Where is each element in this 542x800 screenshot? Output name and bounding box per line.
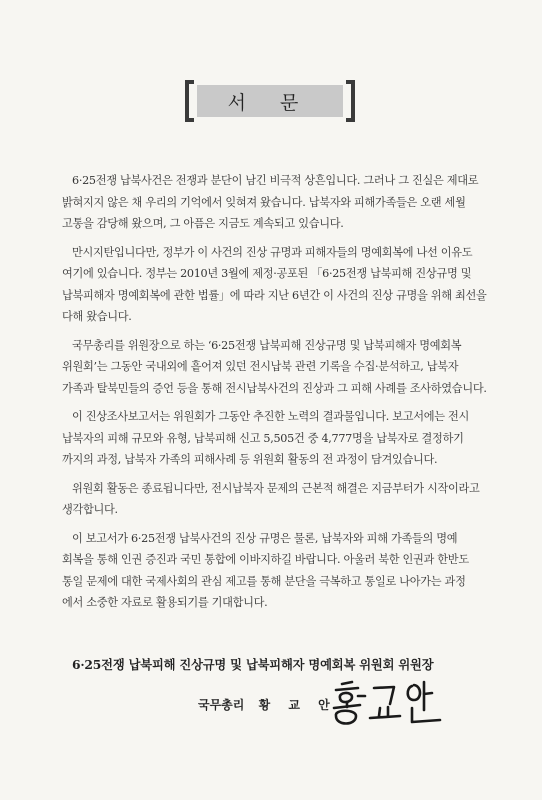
paragraph-line: 이 보고서가 6·25전쟁 납북사건의 진상 규명은 물론, 납북자와 피해 가족들의 명예 bbox=[72, 531, 458, 545]
right-bracket bbox=[346, 80, 355, 122]
signature-title: 국무총리 bbox=[198, 698, 245, 712]
paragraph bbox=[62, 242, 514, 328]
title-box bbox=[185, 80, 355, 122]
preface-body bbox=[62, 170, 514, 621]
paragraph-line: 만시지탄입니다만, 정부가 이 사건의 진상 규명과 피해자들의 명예회복에 나선 이유도 bbox=[72, 245, 473, 259]
paragraph-line: 위원회 활동은 종료됩니다만, 전시납북자 문제의 근본적 해결은 지금부터가 시작이라고 bbox=[72, 481, 480, 495]
paragraph-line: 생각합니다. bbox=[62, 503, 118, 516]
paragraph-line: 이 진상조사보고서는 위원회가 그동안 추진한 노력의 결과물입니다. 보고서에는 전시 bbox=[72, 410, 470, 423]
handwritten-signature bbox=[328, 676, 448, 734]
paragraph bbox=[62, 335, 514, 400]
paragraph bbox=[62, 170, 514, 235]
signature-line bbox=[198, 696, 337, 713]
paragraph-line: 6·25전쟁 납북사건은 전쟁과 분단이 남긴 비극적 상흔입니다. 그러나 그 진실은 제대로 bbox=[72, 174, 479, 187]
paragraph-line: 국무총리를 위원장으로 하는 ‘6·25전쟁 납북피해 진상규명 및 납북피해자 명예회복 bbox=[72, 338, 462, 352]
paragraph-line: 여기에 있습니다. 정부는 2010년 3월에 제정·공포된 「6·25전쟁 납북피해 진상규명 및 bbox=[62, 267, 472, 280]
signature-organization: 6·25전쟁 납북피해 진상규명 및 납북피해자 명예회복 위원회 위원장 bbox=[72, 657, 434, 672]
paragraph-line: 까지의 과정, 납북자 가족의 피해사례 등 위원회 활동의 전 과정이 담겨있습니다. bbox=[62, 453, 438, 466]
paragraph-line: 납북자의 피해 규모와 유형, 납북피해 신고 5,505건 중 4,777명을 납북자로 결정하기 bbox=[62, 431, 464, 445]
paragraph-line: 밝혀지지 않은 채 우리의 기억에서 잊혀져 왔습니다. 납북자와 피해가족들은 오랜 세월 bbox=[62, 195, 466, 209]
paragraph-line: 에서 소중한 자료로 활용되기를 기대합니다. bbox=[62, 596, 268, 609]
left-bracket bbox=[185, 80, 194, 122]
paragraph-line: 다해 왔습니다. bbox=[62, 310, 132, 323]
paragraph-line: 위원회’는 그동안 국내외에 흩어져 있던 전시납북 관련 기록을 수집·분석하고, 납북자 bbox=[62, 360, 459, 373]
paragraph-line: 회복을 통해 인권 증진과 국민 통합에 이바지하길 바랍니다. 아울러 북한 인권과 한반도 bbox=[62, 553, 469, 566]
paragraph bbox=[62, 478, 514, 521]
paragraph-line: 통일 문제에 대한 국제사회의 관심 제고를 통해 분단을 극복하고 통일로 나아가는 과정 bbox=[62, 574, 466, 588]
page-title: 서 문 bbox=[197, 85, 343, 117]
paragraph bbox=[62, 406, 514, 471]
paragraph bbox=[62, 528, 514, 614]
signature-name: 황 교 안 bbox=[258, 698, 337, 712]
paragraph-line: 가족과 탈북민들의 증언 등을 통해 전시납북사건의 진상과 그 피해 사례를 조사하였습니다. bbox=[62, 381, 487, 395]
paragraph-line: 납북피해자 명예회복에 관한 법률」에 따라 지난 6년간 이 사건의 진상 규명을 위해 최선을 bbox=[62, 288, 487, 302]
paragraph-line: 고통을 감당해 왔으며, 그 아픔은 지금도 계속되고 있습니다. bbox=[62, 217, 344, 230]
